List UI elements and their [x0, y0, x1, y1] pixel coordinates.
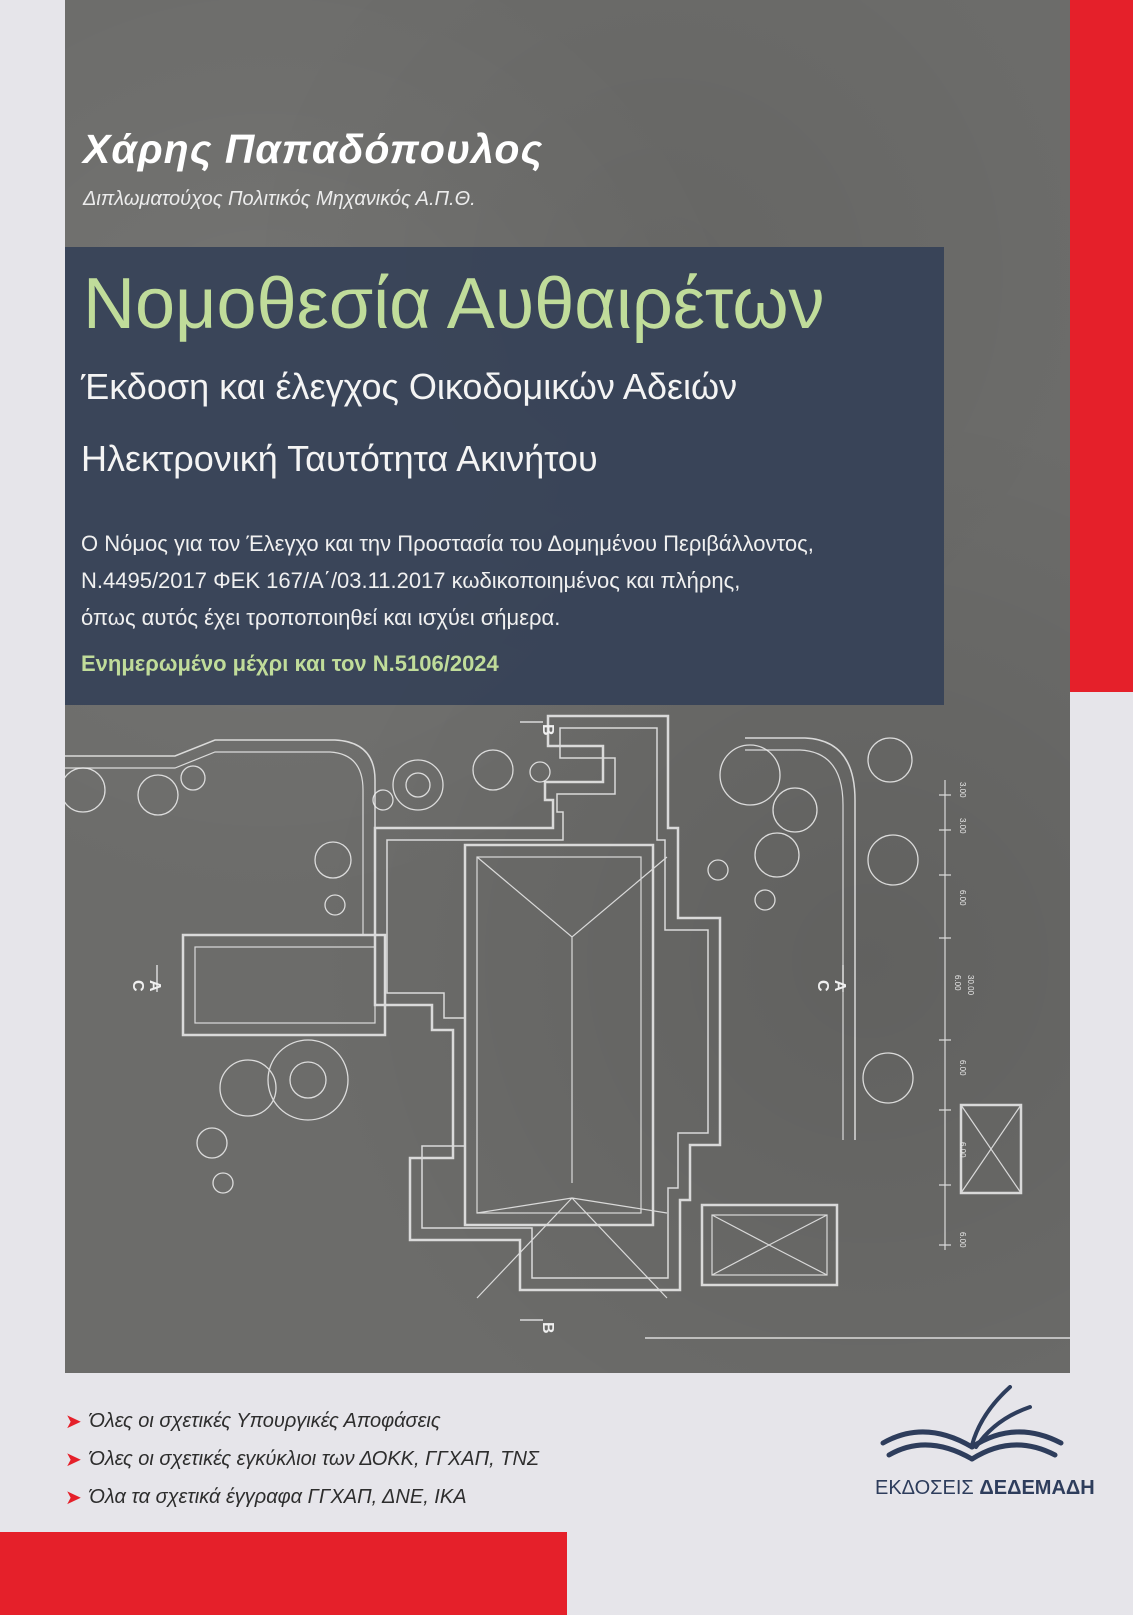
- update-note: Ενημερωμένο μέχρι και τον Ν.5106/2024: [81, 651, 499, 676]
- red-arrow-icon: ➤: [65, 1448, 82, 1471]
- author-credentials: Διπλωματούχος Πολιτικός Μηχανικός Α.Π.Θ.: [83, 188, 476, 210]
- publisher-prefix: ΕΚΔΟΣΕΙΣ: [875, 1477, 974, 1499]
- open-book-icon: [875, 1385, 1070, 1475]
- plan-label-c-right: C: [814, 980, 831, 992]
- book-description: [81, 525, 931, 636]
- description-line: Ο Νόμος για τον Έλεγχο και την Προστασία του Δομημένου Περιβάλλοντος,: [81, 531, 814, 556]
- red-accent-right: [1070, 0, 1133, 692]
- book-title: Νομοθεσία Αυθαιρέτων: [83, 264, 825, 344]
- red-arrow-icon: ➤: [65, 1486, 82, 1509]
- publisher-brand: ΔΕΔΕΜΑΔΗ: [979, 1477, 1095, 1499]
- dimension-label: 30.00: [966, 975, 975, 996]
- red-arrow-icon: ➤: [65, 1410, 82, 1433]
- feature-item: [65, 1402, 539, 1440]
- description-line: Ν.4495/2017 ΦΕΚ 167/Α΄/03.11.2017 κωδικοποιημένος και πλήρης,: [81, 568, 741, 593]
- feature-text: Όλες οι σχετικές εγκύκλιοι των ΔΟΚΚ, ΓΓΧΑΠ, ΤΝΣ: [89, 1447, 539, 1470]
- dimension-label: 6.00: [958, 1060, 967, 1076]
- feature-item: [65, 1478, 539, 1516]
- red-accent-bottom: [0, 1532, 567, 1615]
- title-panel: [65, 247, 944, 705]
- feature-text: Όλα τα σχετικά έγγραφα ΓΓΧΑΠ, ΔΝΕ, ΙΚΑ: [89, 1485, 467, 1508]
- book-subtitle-1: Έκδοση και έλεγχος Οικοδομικών Αδειών: [81, 366, 738, 407]
- dimension-label: 6.00: [958, 890, 967, 906]
- dimension-label: 6.00: [958, 1142, 967, 1158]
- feature-text: Όλες οι σχετικές Υπουργικές Αποφάσεις: [89, 1409, 441, 1432]
- plan-label-b-top: B: [539, 724, 556, 736]
- book-subtitle-2: Ηλεκτρονική Ταυτότητα Ακινήτου: [81, 438, 598, 479]
- description-line: όπως αυτός έχει τροποποιηθεί και ισχύει σήμερα.: [81, 605, 561, 630]
- dimension-label: 3.00: [958, 818, 967, 834]
- publisher-logo: [875, 1385, 1095, 1505]
- publisher-name: [875, 1477, 1095, 1500]
- plan-label-c-left: C: [129, 980, 146, 992]
- plan-label-a-right: A: [831, 980, 848, 992]
- dimension-label: 6.00: [958, 1232, 967, 1248]
- author-name: Χάρης Παπαδόπουλος: [83, 126, 544, 172]
- feature-item: [65, 1440, 539, 1478]
- dimension-label: 3.00: [958, 782, 967, 798]
- dimension-label: 6.00: [953, 975, 962, 991]
- plan-label-a-left: A: [146, 980, 163, 992]
- plan-label-b-bottom: B: [539, 1322, 556, 1334]
- feature-list: [65, 1402, 539, 1516]
